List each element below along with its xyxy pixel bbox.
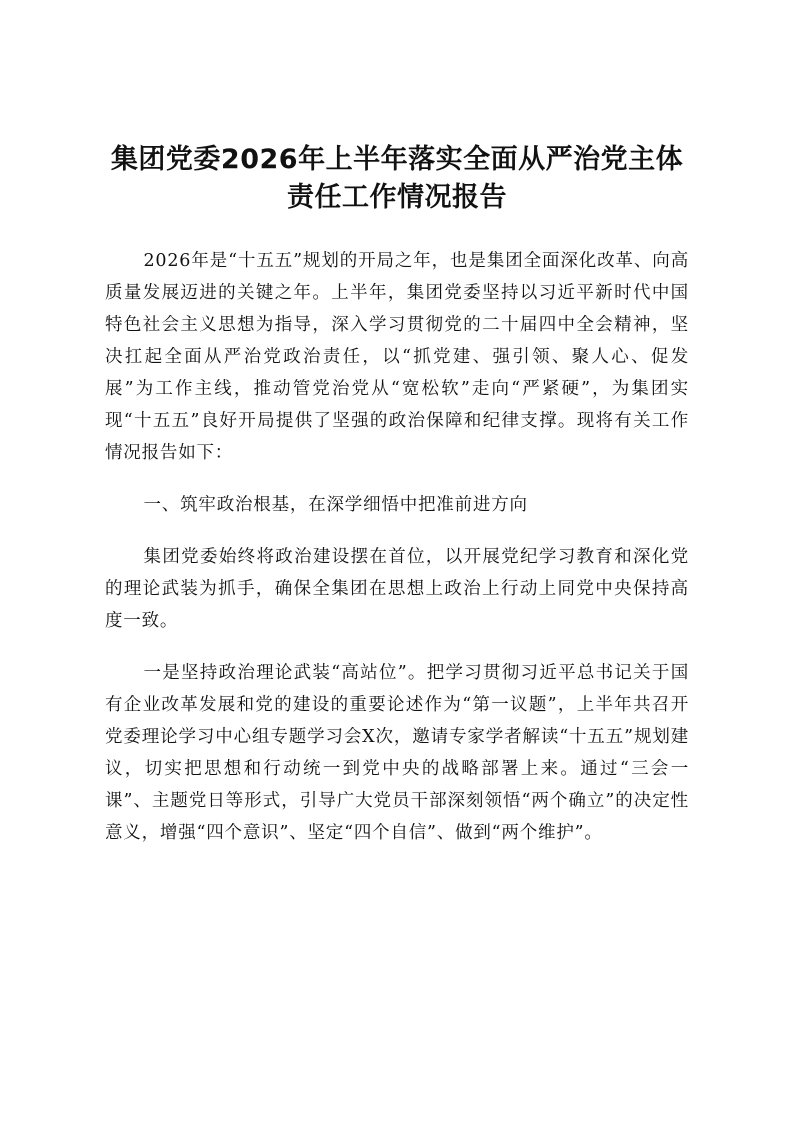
document-body [105,245,689,869]
section-1-paragraph: 集团党委始终将政治建设摆在首位，以开展党纪学习教育和深化党的理论武装为抓手，确保全集团在思想上政治上行动上同党中央保持高度一致。 [105,547,689,631]
section-heading-1: 一、筑牢政治根基，在深学细悟中把准前进方向 [143,495,528,515]
intro-paragraph: 2026年是“十五五”规划的开局之年，也是集团全面深化改革、向高质量发展迈进的关键之年。上半年，集团党委坚持以习近平新时代中国特色社会主义思想为指导，深入学习贯彻党的二十届四中全会精神，坚决扛起全面从严治党政治责任，以“抓党建、强引领、聚人心、促发展”为工作主线，推动管党治党从“宽松软”走向“严紧硬”，为集团实现“十五五”良好开局提供了坚强的政治保障和纪律支撑。现将有关工作情况报告如下： [105,251,689,463]
section-1-point-1-paragraph: 一是坚持政治理论武装“高站位”。把学习贯彻习近平总书记关于国有企业改革发展和党的建设的重要论述作为“第一议题”，上半年共召开党委理论学习中心组专题学习会X次，邀请专家学者解读“十五五”规划建议，切实把思想和行动统一到党中央的战略部署上来。通过“三会一课”、主题党日等形式，引导广大党员干部深刻领悟“两个确立”的决定性意义，增强“四个意识”、坚定“四个自信”、做到“两个维护”。 [105,663,689,843]
document-title: 集团党委2026年上半年落实全面从严治党主体责任工作情况报告 [110,144,684,213]
